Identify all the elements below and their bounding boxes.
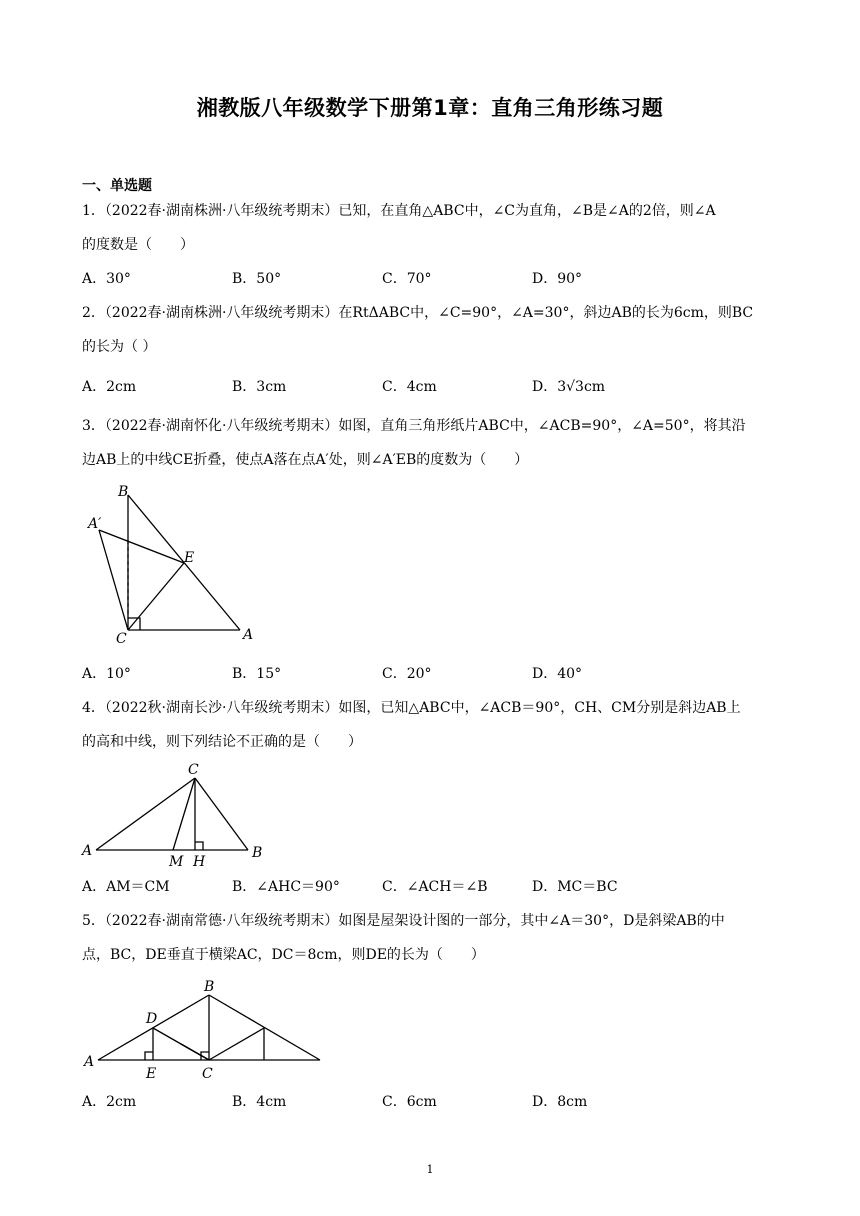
question-3-line-2: 边AB上的中线CE折叠，使点A落在点A′处，则∠A′EB的度数为（ ） [82, 452, 529, 468]
question-2-line-1: 2．（2022春·湖南株洲·八年级统考期末）在RtΔABC中，∠C=90°，∠A=30°，斜边AB的长为6cm，则BC [82, 305, 754, 321]
question-5-option-b: B．4cm [232, 1094, 287, 1110]
question-5-figure [80, 974, 330, 1084]
question-2-option-a: A．2cm [82, 379, 137, 395]
question-2-option-d: D．3√3cm [532, 379, 606, 395]
question-2-option-b: B．3cm [232, 379, 287, 395]
question-4-option-c: C．∠ACH＝∠B [382, 879, 488, 895]
question-4-figure [78, 758, 278, 870]
fig5-right-angle-mark-e [145, 1052, 153, 1060]
fig4-label-m: M [169, 854, 184, 870]
question-2-option-c: C．4cm [382, 379, 437, 395]
question-4-option-b: B．∠AHC＝90° [232, 879, 340, 895]
question-5-option-d: D．8cm [532, 1094, 588, 1110]
question-1-option-a: A．30° [82, 271, 131, 287]
fig5-label-a: A [84, 1054, 95, 1070]
question-5-option-a: A．2cm [82, 1094, 137, 1110]
question-1-option-c: C．70° [382, 271, 432, 287]
fig4-label-h: H [193, 854, 206, 870]
fig4-label-c: C [188, 762, 199, 778]
question-1-line-1: 1．（2022春·湖南株洲·八年级统考期末）已知，在直角△ABC中，∠C为直角，∠B是∠A的2倍，则∠A [82, 203, 716, 219]
question-5-option-c: C．6cm [382, 1094, 437, 1110]
question-5-line-2: 点，BC，DE垂直于横梁AC，DC＝8cm，则DE的长为（ ） [82, 947, 485, 963]
question-4-line-1: 4．（2022秋·湖南长沙·八年级统考期末）如图，已知△ABC中，∠ACB＝90°，CH、CM分别是斜边AB上 [82, 700, 741, 716]
section-heading: 一、单选题 [82, 178, 152, 194]
fig3-segment-a-prime-c [99, 530, 128, 630]
question-1-line-2: 的度数是（ ） [82, 237, 194, 253]
fig3-label-a-prime: A′ [88, 516, 102, 532]
question-4-line-2: 的高和中线，则下列结论不正确的是（ ） [82, 734, 362, 750]
fig3-segment-ce [128, 563, 184, 630]
question-2-line-2: 的长为（ ） [82, 339, 157, 355]
fig4-segment-cb [195, 778, 248, 850]
fig3-label-b: B [118, 484, 129, 500]
fig5-label-d: D [146, 1011, 158, 1027]
question-1-option-b: B．50° [232, 271, 282, 287]
fig4-segment-cm [173, 778, 195, 850]
fig4-segment-ac [96, 778, 195, 850]
fig3-label-c: C [116, 631, 127, 647]
question-3-figure [82, 478, 272, 650]
fig5-label-b: B [204, 979, 215, 995]
fig4-label-a: A [82, 843, 93, 859]
fig4-label-b: B [252, 845, 263, 861]
fig5-label-c: C [202, 1066, 213, 1082]
question-5-line-1: 5．（2022春·湖南常德·八年级统考期末）如图是屋架设计图的一部分，其中∠A＝30°，D是斜梁AB的中 [82, 913, 725, 929]
question-3-option-b: B．15° [232, 666, 282, 682]
question-1-option-d: D．90° [532, 271, 583, 287]
page-title: 湘教版八年级数学下册第1章：直角三角形练习题 [196, 96, 664, 120]
question-3-option-c: C．20° [382, 666, 432, 682]
question-3-option-a: A．10° [82, 666, 131, 682]
question-4-option-a: A．AM＝CM [82, 879, 170, 895]
fig3-label-a: A [243, 627, 254, 643]
page-number: 1 [426, 1163, 434, 1176]
fig5-label-e: E [146, 1066, 157, 1082]
fig5-brace-right [209, 1028, 264, 1060]
question-3-line-1: 3．（2022春·湖南怀化·八年级统考期末）如图，直角三角形纸片ABC中，∠ACB=90°，∠A=50°，将其沿 [82, 418, 746, 434]
fig3-label-e: E [184, 550, 195, 566]
question-3-option-d: D．40° [532, 666, 583, 682]
question-4-option-d: D．MC＝BC [532, 879, 618, 895]
fig4-right-angle-mark [195, 842, 203, 850]
